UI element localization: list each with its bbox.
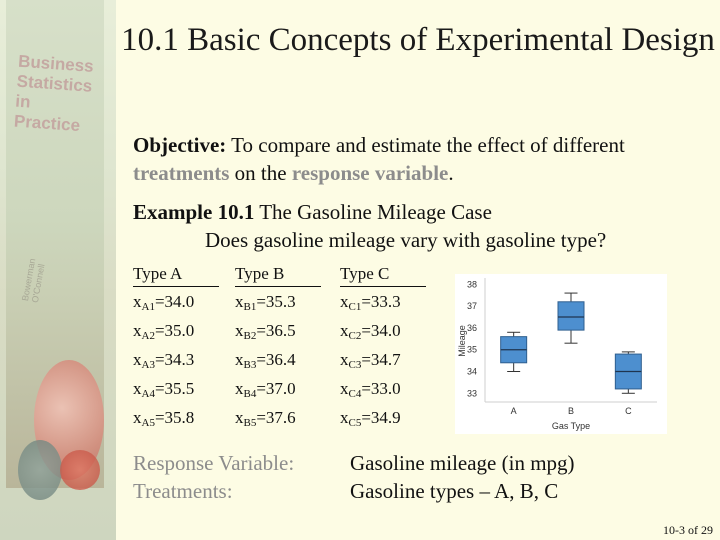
data-cell: $x_{A3}=34.3$ — [133, 350, 195, 371]
data-cell: $x_{A4}=35.5$ — [133, 379, 195, 400]
objective-text — [133, 131, 693, 187]
book-cover-image — [6, 0, 104, 488]
slide-number: 10-3 of 29 — [663, 523, 713, 537]
response-variable-label: Response Variable: — [133, 451, 295, 475]
objective-text-part: . — [448, 161, 454, 185]
sidebar-book-cover — [0, 0, 116, 540]
data-cell: $x_{B2}=36.5$ — [235, 321, 296, 342]
y-tick-label: 35 — [466, 344, 477, 355]
data-cell: $x_{A1}=34.0$ — [133, 292, 195, 313]
data-cell: $x_{A2}=35.0$ — [133, 321, 195, 342]
mileage-boxplot-chart — [455, 274, 667, 434]
data-cell: $x_{B4}=37.0$ — [235, 379, 296, 400]
x-tick-label: B — [567, 406, 575, 416]
y-tick-label: 36 — [466, 322, 477, 333]
objective-label: Objective: — [133, 133, 227, 157]
column-header: Type A — [133, 262, 219, 287]
y-tick-label: 33 — [466, 388, 477, 399]
data-cell: $x_{B1}=35.3$ — [235, 292, 296, 313]
slide-title: 10.1 Basic Concepts of Experimental Design — [121, 22, 715, 58]
data-column-c — [340, 262, 426, 432]
column-header: Type C — [340, 262, 426, 287]
book-authors: Bowerman O'Connell — [20, 257, 47, 304]
box-b — [558, 302, 584, 330]
cover-graphic — [18, 440, 62, 500]
cover-graphic — [60, 450, 100, 490]
x-tick-label: A — [510, 406, 517, 416]
y-tick-label: 38 — [466, 279, 477, 290]
example-label: Example 10.1 — [133, 200, 255, 224]
data-cell: $x_{C4}=33.0$ — [340, 379, 401, 400]
objective-text-part: on the — [229, 161, 292, 185]
example-heading — [133, 198, 693, 226]
boxplot-svg — [455, 274, 667, 434]
data-column-b — [235, 262, 321, 432]
data-cell: $x_{A5}=35.8$ — [133, 408, 195, 429]
treatments-term: treatments — [133, 161, 230, 185]
data-cell: $x_{B5}=37.6$ — [235, 408, 296, 429]
response-variable-value: Gasoline mileage (in mpg) — [350, 451, 575, 475]
column-header: Type B — [235, 262, 321, 287]
treatments-label: Treatments: — [133, 479, 233, 503]
data-cell: $x_{C2}=34.0$ — [340, 321, 401, 342]
x-axis-label: Gas Type — [551, 421, 591, 431]
data-column-a — [133, 262, 219, 432]
y-tick-label: 34 — [466, 366, 477, 377]
x-tick-label: C — [625, 406, 632, 416]
y-axis-label: Mileage — [457, 325, 467, 357]
data-cell: $x_{C3}=34.7$ — [340, 350, 401, 371]
objective-text-part: To compare and estimate the effect of different — [226, 133, 625, 157]
example-question: Does gasoline mileage vary with gasoline type? — [205, 228, 607, 252]
y-tick-label: 37 — [466, 301, 477, 312]
data-cell: $x_{B3}=36.4$ — [235, 350, 296, 371]
treatments-value: Gasoline types – A, B, C — [350, 479, 559, 503]
data-cell: $x_{C1}=33.3$ — [340, 292, 401, 313]
data-cell: $x_{C5}=34.9$ — [340, 408, 401, 429]
response-variable-term: response variable — [291, 161, 449, 185]
book-title: Business Statistics in Practice — [13, 51, 95, 136]
example-title: The Gasoline Mileage Case — [254, 200, 492, 224]
